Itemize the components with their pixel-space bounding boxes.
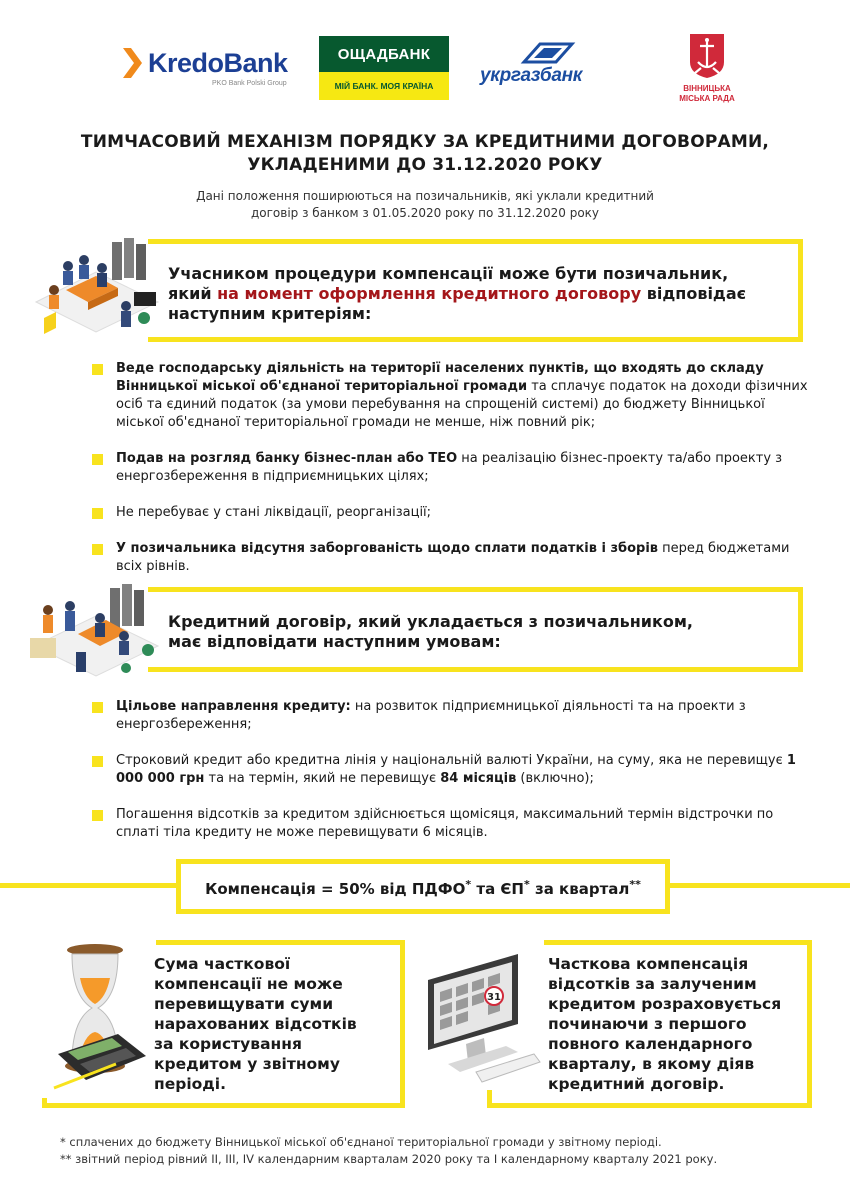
card-left-line: за користування <box>154 1035 302 1053</box>
card-right-line: кварталу, в якому діяв <box>548 1055 755 1073</box>
compensation-part1: Компенсація = 50% від ПДФО <box>205 880 466 898</box>
vinnytsia-city-council-logo <box>664 32 750 112</box>
footnote-double-star: ** звітний період рівний II, III, IV календарним кварталам 2020 року та I календарному кварталу 2021 року. <box>60 1152 718 1166</box>
compensation-formula <box>181 878 665 898</box>
card-left-line: перевищувати суми <box>154 995 334 1013</box>
vinnytsia-name-line2: МІСЬКА РАДА <box>679 94 735 103</box>
card-left-line: періоді. <box>154 1075 226 1093</box>
criteria-item-text: Не перебуває у стані ліквідації, реорганізації; <box>116 505 432 520</box>
borrower-criteria-heading-line3: наступним критеріям: <box>168 304 372 323</box>
borrower-criteria-heading <box>168 264 746 324</box>
condition-item-text: Погашення відсотків за кредитом здійснюється щомісяця, максимальний термін відстрочки по сплаті тіла кредиту не може перевищувати 6 місяців. <box>116 807 774 840</box>
ukrgasbank-logo <box>480 40 616 92</box>
card-right-line: кредитний договір. <box>548 1075 725 1093</box>
vinnytsia-city-council-name <box>664 84 750 104</box>
condition-item-text: Строковий кредит або кредитна лінія у національній валюті України, на суму, яка не перевищує <box>116 753 787 768</box>
oshchadbank-tagline: МІЙ БАНК. МОЯ КРАЇНА <box>319 72 449 100</box>
loan-conditions-heading-line2: має відповідати наступним умовам: <box>168 632 501 651</box>
criteria-item-bold: У позичальника відсутня заборгованість щодо сплати податків і зборів <box>116 541 659 556</box>
condition-amount: 1 000 000 грн <box>116 753 796 786</box>
kredobank-name: KredoBank <box>148 48 288 78</box>
condition-term: 84 місяців <box>440 771 517 786</box>
calendar-monitor-illustration <box>422 940 544 1090</box>
condition-item <box>92 752 812 788</box>
page-subtitle-line1: Дані положення поширюються на позичальників, які уклали кредитний <box>196 189 654 203</box>
heading-line2-pre: який <box>168 284 218 303</box>
card-right-line: відсотків за залученим <box>548 975 757 993</box>
ukrgasbank-name: укргазбанк <box>480 65 583 86</box>
kredobank-subtitle: PKO Bank Polski Group <box>212 80 287 87</box>
bank-office-illustration <box>26 584 166 684</box>
card-left-line: кредитом у звітному <box>154 1055 340 1073</box>
criteria-item-bold: Подав на розгляд банку бізнес-план або ТЕО <box>116 451 458 466</box>
card-left-line: компенсації не може <box>154 975 343 993</box>
condition-item <box>92 806 812 842</box>
criteria-item <box>92 504 812 522</box>
card-left-line: Сума часткової <box>154 955 291 973</box>
card-right-line: починаючи з першого <box>548 1015 747 1033</box>
card-left-line: нарахованих відсотків <box>154 1015 357 1033</box>
compensation-divider-right <box>666 883 850 888</box>
oshchadbank-name: ОЩАДБАНК <box>319 36 449 72</box>
page-subtitle <box>140 188 710 222</box>
loan-conditions-heading-line1: Кредитний договір, який укладається з позичальником, <box>168 612 693 631</box>
compensation-footnote-mark: ** <box>629 878 641 891</box>
vinnytsia-name-line1: ВІННИЦЬКА <box>683 84 731 93</box>
heading-line2-post: відповідає <box>641 284 747 303</box>
footnote-single-star: * сплачених до бюджету Вінницької міської об'єднаної територіальної громади у звітному періоді. <box>60 1135 662 1149</box>
condition-item <box>92 698 812 734</box>
page-title-line2: УКЛАДЕНИМИ ДО 31.12.2020 РОКУ <box>247 155 603 175</box>
kredobank-logo <box>120 44 290 94</box>
compensation-footnote-mark: * <box>465 878 472 891</box>
page-title <box>40 131 810 177</box>
criteria-item-text: та сплачує податок на доходи фізичних осіб та єдиний податок (за умови перебування на спрощеній системі) до бюджету Вінницької міської об'єднаної територіальної громади не менше, ніж повний рік; <box>116 379 808 430</box>
ukrgasbank-emblem-icon <box>520 40 576 64</box>
criteria-item-text: перед бюджетами всіх рівнів. <box>116 541 790 574</box>
calendar-day-number: 31 <box>487 992 501 1003</box>
kredobank-chevron-icon <box>120 46 146 80</box>
condition-item-bold: Цільове направлення кредиту: <box>116 699 351 714</box>
borrower-criteria-heading-line1: Учасником процедури компенсації може бути позичальник, <box>168 264 729 283</box>
vinnytsia-coat-of-arms-icon <box>688 32 726 80</box>
office-workers-illustration <box>26 232 166 342</box>
criteria-item <box>92 540 812 576</box>
compensation-divider-left <box>0 883 180 888</box>
criteria-item-text: на реалізацію бізнес-проекту та/або проекту з енергозбереження в підприємницьких цілях; <box>116 451 783 484</box>
compensation-part2: та ЄП <box>471 880 524 898</box>
page-subtitle-line2: договір з банком з 01.05.2020 року по 31.12.2020 року <box>250 206 600 220</box>
loan-conditions-heading <box>168 612 693 652</box>
criteria-item <box>92 360 812 432</box>
condition-item-text: та на термін, який не перевищує <box>204 771 441 786</box>
loan-conditions-list <box>92 698 812 854</box>
page-title-line1: ТИМЧАСОВИЙ МЕХАНІЗМ ПОРЯДКУ ЗА КРЕДИТНИМИ ДОГОВОРАМИ, <box>80 132 770 152</box>
card-right-line: Часткова компенсація <box>548 955 749 973</box>
borrower-criteria-heading-line2 <box>168 284 746 304</box>
compensation-limit-text <box>154 954 357 1094</box>
compensation-formula-box <box>176 859 670 914</box>
condition-item-text: (включно); <box>516 771 594 786</box>
compensation-part3: за квартал <box>529 880 630 898</box>
card-right-line: повного календарного <box>548 1035 753 1053</box>
criteria-item <box>92 450 812 486</box>
compensation-footnote-mark: * <box>523 878 530 891</box>
oshchadbank-logo <box>319 36 449 100</box>
condition-item-text: на розвиток підприємницької діяльності та на проекти з енергозбереження; <box>116 699 746 732</box>
borrower-criteria-list <box>92 360 812 588</box>
heading-accent-phrase: на момент оформлення кредитного договору <box>217 284 642 303</box>
compensation-period-text <box>548 954 781 1094</box>
criteria-item-bold: Веде господарську діяльність на території населених пунктів, що входять до складу Вінницької міської об'єднаної територіальної громади <box>116 361 764 394</box>
hourglass-calculator-illustration <box>40 938 156 1098</box>
card-right-line: кредитом розраховується <box>548 995 782 1013</box>
